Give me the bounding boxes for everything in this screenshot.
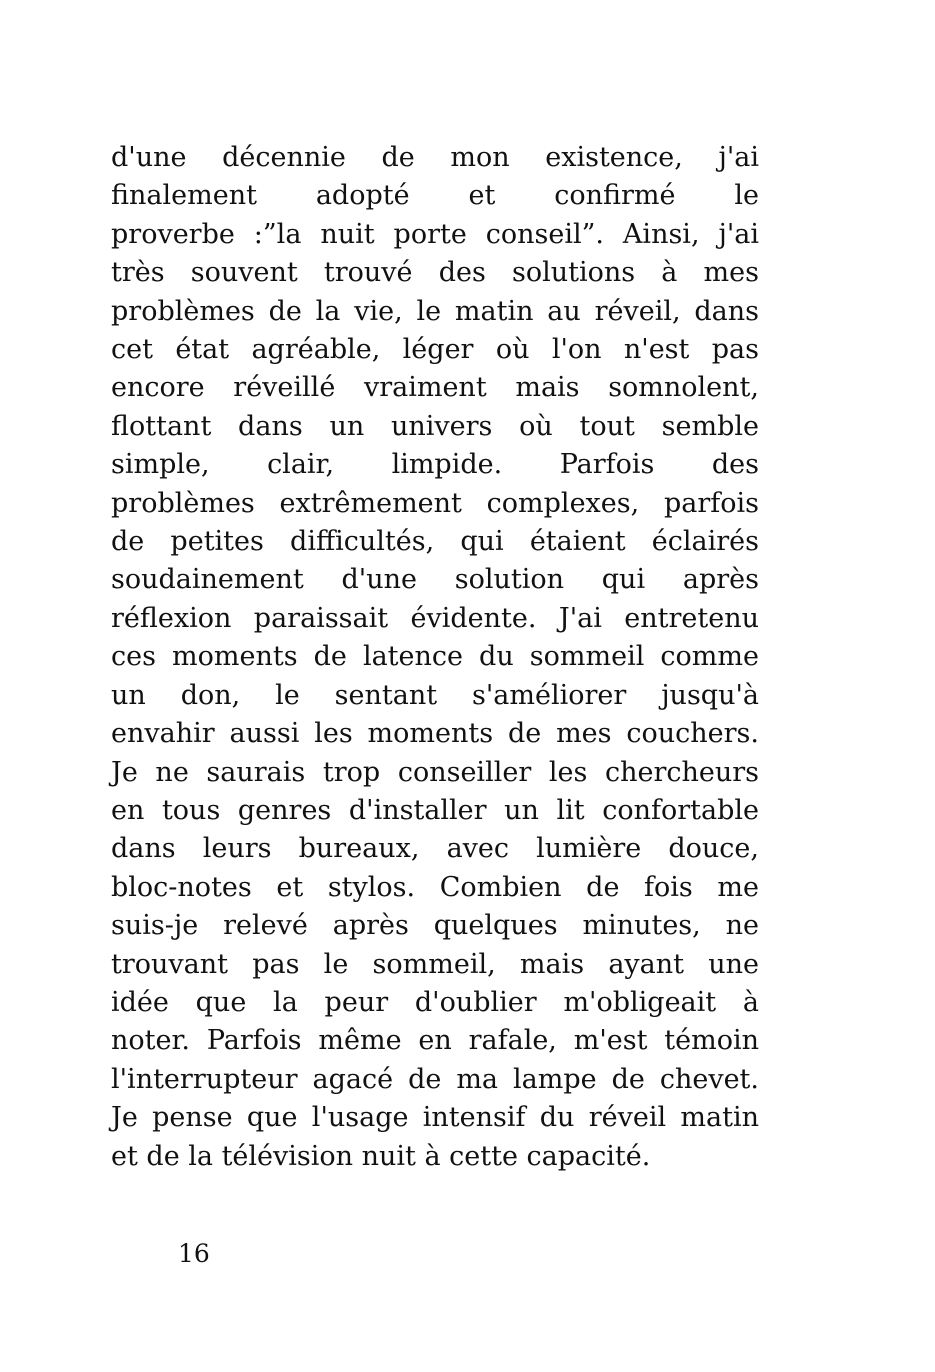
text-line: proverbe :”la nuit porte conseil”. Ainsi, j'ai bbox=[111, 218, 759, 250]
text-line: en tous genres d'installer un lit confortable bbox=[111, 794, 759, 826]
text-line: finalement adopté et confirmé le bbox=[111, 180, 759, 212]
text-line: soudainement d'une solution qui après bbox=[111, 564, 759, 596]
text-line: l'interrupteur agacé de ma lampe de chevet. bbox=[111, 1063, 759, 1095]
text-line: problèmes extrêmement complexes, parfois bbox=[111, 487, 759, 519]
text-line: suis-je relevé après quelques minutes, ne bbox=[111, 910, 759, 942]
text-line: problèmes de la vie, le matin au réveil, dans bbox=[111, 295, 759, 327]
text-line: bloc-notes et stylos. Combien de fois me bbox=[111, 871, 759, 903]
body-paragraph bbox=[111, 139, 759, 1176]
text-line: réflexion paraissait évidente. J'ai entretenu bbox=[111, 602, 759, 634]
text-line: trouvant pas le sommeil, mais ayant une bbox=[111, 948, 759, 980]
text-line: flottant dans un univers où tout semble bbox=[111, 410, 759, 442]
text-line: très souvent trouvé des solutions à mes bbox=[111, 257, 759, 289]
text-line: simple, clair, limpide. Parfois des bbox=[111, 449, 759, 481]
text-line: et de la télévision nuit à cette capacité. bbox=[111, 1140, 651, 1172]
text-line: cet état agréable, léger où l'on n'est pas bbox=[111, 334, 759, 366]
page-number: 16 bbox=[178, 1239, 210, 1268]
text-line: un don, le sentant s'améliorer jusqu'à bbox=[111, 679, 759, 711]
text-line: noter. Parfois même en rafale, m'est témoin bbox=[111, 1025, 759, 1057]
text-line: Je ne saurais trop conseiller les chercheurs bbox=[111, 756, 759, 788]
text-line: dans leurs bureaux, avec lumière douce, bbox=[111, 833, 759, 865]
text-line: encore réveillé vraiment mais somnolent, bbox=[111, 372, 759, 404]
text-line: Je pense que l'usage intensif du réveil matin bbox=[111, 1102, 759, 1134]
text-line: ces moments de latence du sommeil comme bbox=[111, 641, 759, 673]
text-line: envahir aussi les moments de mes couchers. bbox=[111, 718, 759, 750]
text-line: idée que la peur d'oublier m'obligeait à bbox=[111, 986, 759, 1018]
text-line: d'une décennie de mon existence, j'ai bbox=[111, 142, 759, 173]
text-line: de petites difficultés, qui étaient éclairés bbox=[111, 526, 759, 558]
